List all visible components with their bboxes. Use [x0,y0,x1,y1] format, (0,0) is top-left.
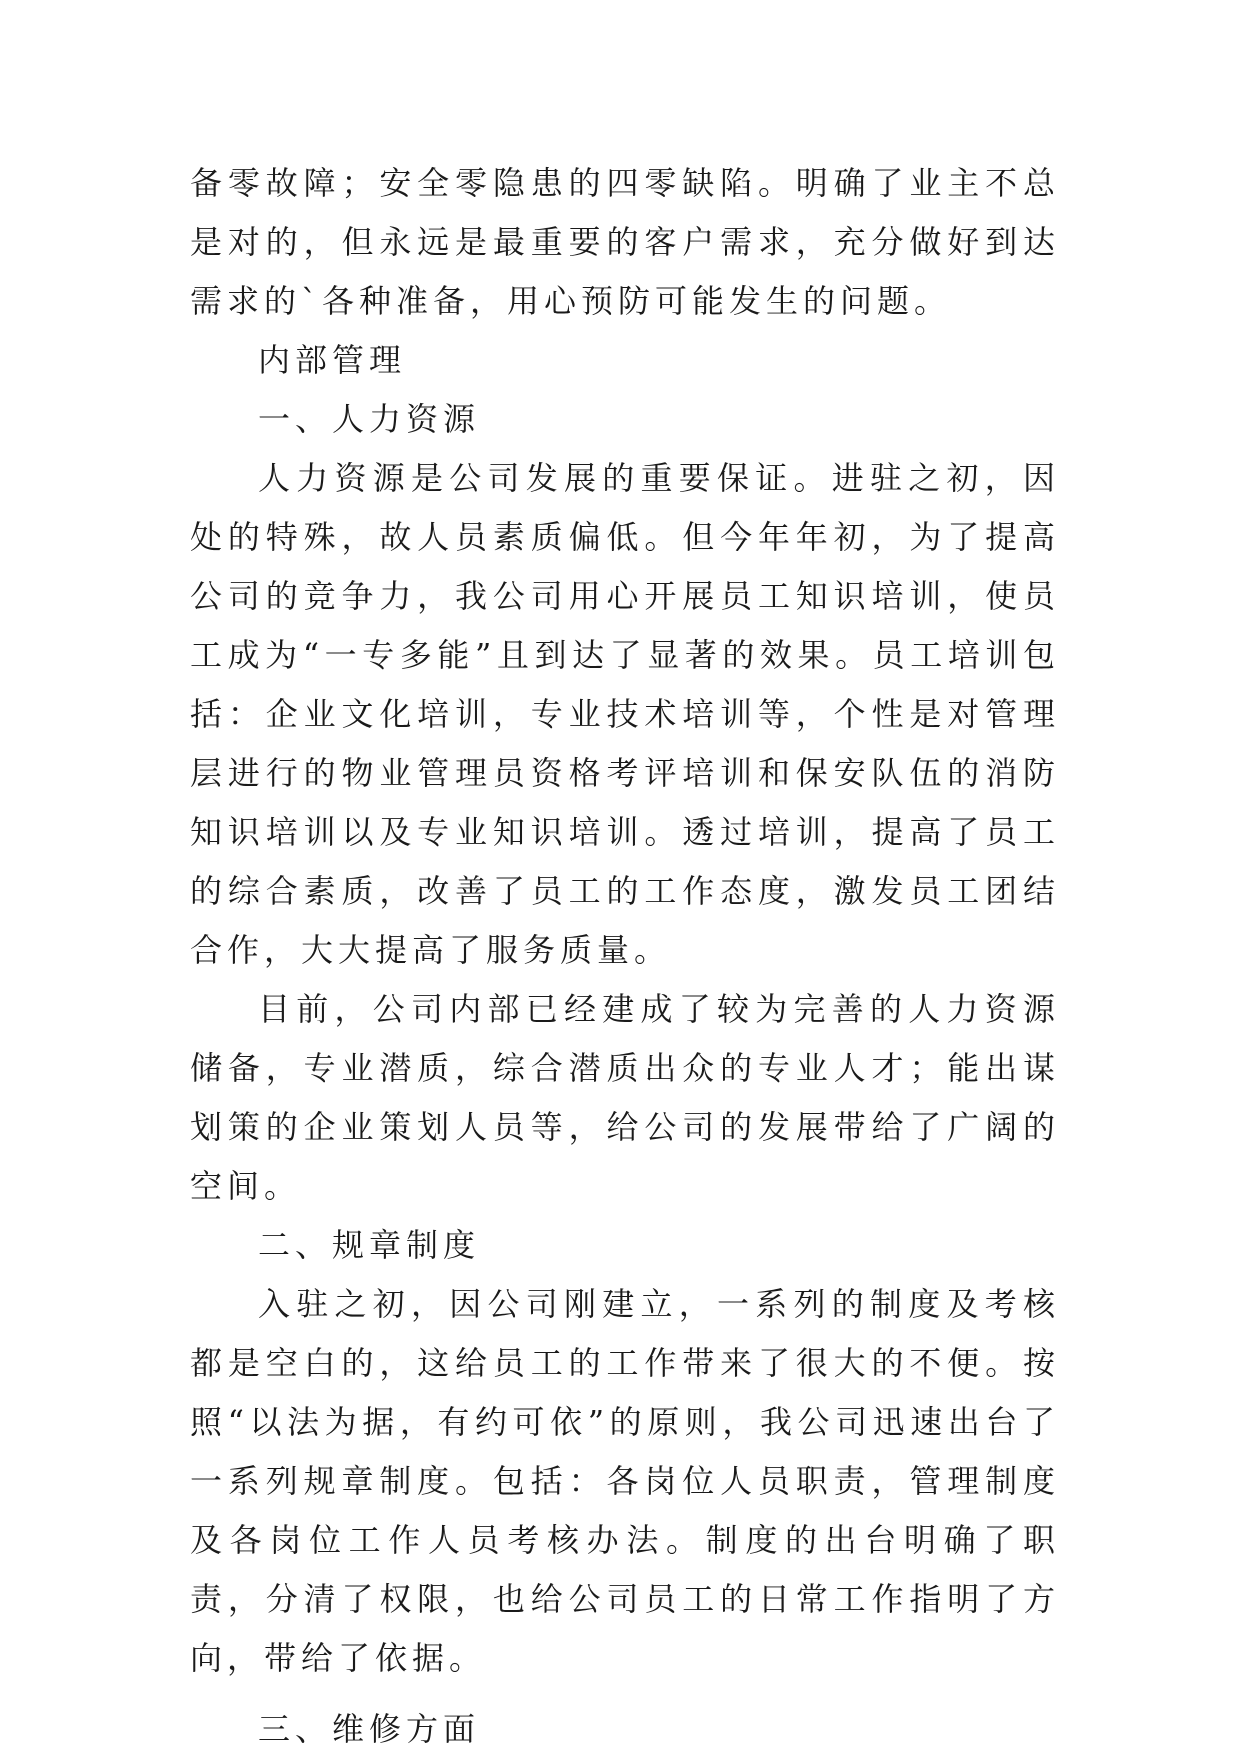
paragraph-regulations: 入驻之初，因公司刚建立，一系列的制度及考核都是空白的，这给员工的工作带来了很大的不便。按照“以法为据，有约可依”的原则，我公司迅速出台了一系列规章制度。包括：各岗位人员职责，管理制度及各岗位工作人员考核办法。制度的出台明确了职责，分清了权限，也给公司员工的日常工作指明了方向，带给了依据。 [190,1285,1060,1677]
document-body [190,154,1060,1759]
section-heading-human-resources: 一、人力资源 [258,400,481,438]
section-heading-maintenance: 三、维修方面 [258,1710,481,1748]
paragraph-hr-training: 人力资源是公司发展的重要保证。进驻之初，因处的特殊，故人员素质偏低。但今年年初，为了提高公司的竞争力，我公司用心开展员工知识培训，使员工成为“一专多能”且到达了显著的效果。员工培训包括：企业文化培训，专业技术培训等，个性是对管理层进行的物业管理员资格考评培训和保安队伍的消防知识培训以及专业知识培训。透过培训，提高了员工的综合素质，改善了员工的工作态度，激发员工团结合作，大大提高了服务质量。 [190,459,1060,969]
section-title-internal-management: 内部管理 [258,341,407,379]
paragraph-hr-reserve: 目前，公司内部已经建成了较为完善的人力资源储备，专业潜质，综合潜质出众的专业人才；能出谋划策的企业策划人员等，给公司的发展带给了广阔的空间。 [190,990,1060,1205]
paragraph-continuation: 备零故障；安全零隐患的四零缺陷。明确了业主不总是对的，但永远是最重要的客户需求，充分做好到达需求的`各种准备，用心预防可能发生的问题。 [190,164,1060,320]
section-heading-regulations: 二、规章制度 [258,1226,481,1264]
